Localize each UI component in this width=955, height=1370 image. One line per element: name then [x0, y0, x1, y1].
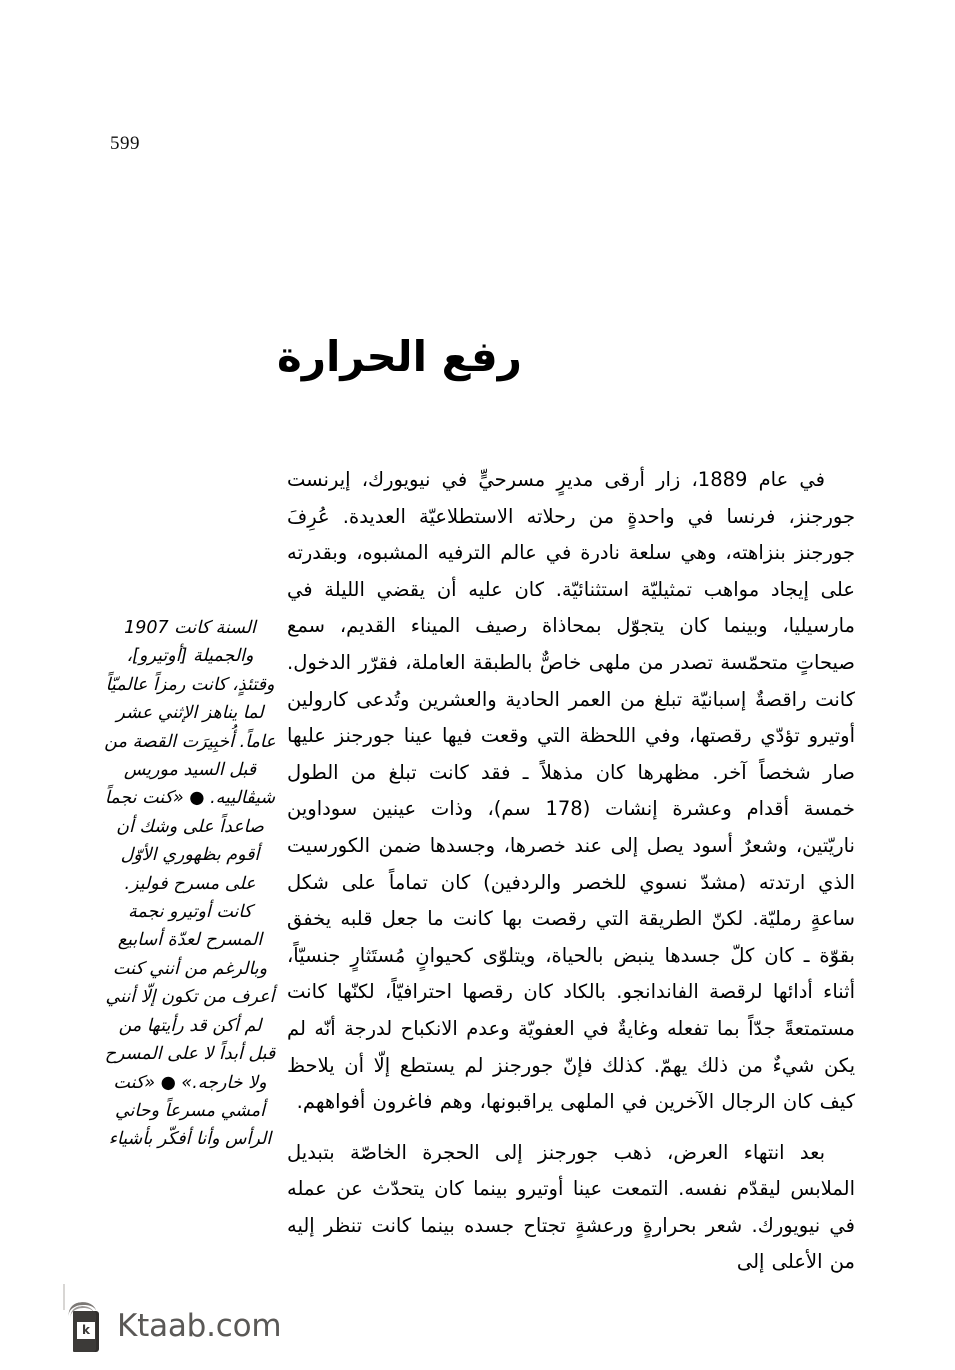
page-number: 599 [110, 133, 140, 154]
chapter-title [0, 332, 843, 382]
margin-note-text: السنة كانت 1907 والجميلة [أوتيرو]، وقتئذٍ، كانت رمزاً عالميّاً لما يناهز الإثني عشر عاماً. أُخبِيرَت القصة من قبل السيد موريس شيڤالييه. ● «كنت نجماً صاعداً على وشك أن أقوم بظهوري الأوّل على مسرح فوليز. كانت أوتيرو نجمة المسرح لعدّة أسابيع وبالرغم من أنني كنت أعرف من تكون إلّا أنني لم أكن قد رأيتها من قبل أبداً لا على المسرح ولا خارجه.» ● «كنت أمشي مسرعاً وحاني الرأس وأنا أفكّر بأشياء [104, 618, 276, 1150]
book-icon [62, 1300, 106, 1352]
margin-note-column [104, 614, 276, 1154]
book-monogram: k [77, 1322, 95, 1339]
body-paragraph: في عام 1889، زار أرقى مديرٍ مسرحيٍّ في نيويورك، إيرنست جورجنز، فرنسا في واحدةٍ من رحلاته الاستطلاعيّة العديدة. عُرِفَ جورجنز بنزاهته، وهي سلعة نادرة في عالم الترفيه المشبوه، وبقدرته على إيجاد مواهب تمثيليّة استثنائيّة. كان عليه أن يقضي الليلة في مارسيليا، وبينما كان يتجوّل بمحاذاة رصيف الميناء القديم، سمع صيحاتٍ متحمّسة تصدر من ملهى خاصٌّ بالطبقة العاملة، فقرّر الدخول. كانت راقصةٌ إسبانيّة تبلغ من العمر الحادية والعشرين وتُدعى كارولين أوتيرو تؤدّي رقصتها، وفي اللحظة التي وقعت فيها عينا جورجنز عليها صار شخصاً آخر. مظهرها كان مذهلاً ـ فقد كانت تبلغ من الطول خمسة أقدام وعشرة إنشات (178 سم)، وذات عينين سوداوين ناريّتين، وشعرٌ أسود يصل إلى عند خصرها، وجسدها ضمن الكورسيت الذي ارتدته (مشدّ نسوي للخصر والردفين) كان تماماً على شكل ساعةٍ رمليّة. لكنّ الطريقة التي رقصت بها كانت ما جعل قلبه يخفق بقوّة ـ كان كلّ جسدها ينبض بالحياة، ويتلوّى كحيوانٍ مُستَثارٍ جنسيّاً، أثناء أدائها لرقصة الفاندانجو. بالكاد كان رقصها احترافيّاً، لكنّها كانت مستمتعةً جدّاً بما تفعله وغايةٌ في العفويّة وعدم الانكباح لدرجة أنّه لم يكن شيءٌ من ذلك يهمّ. كذلك فإنّ جورجنز لم يستطع إلّا أن يلاحظ كيف كان الرجال الآخرين في الملهى يراقبونها، وهم فاغرون أفواههم. [287, 468, 855, 1114]
watermark-label: Ktaab.com [117, 1308, 282, 1344]
body-text-column [287, 462, 855, 1281]
body-paragraph: بعد انتهاء العرض، ذهب جورجنز إلى الحجرة الخاصّة بتبديل الملابس ليقدّم نفسه. التمعت عينا أوتيرو بينما كان يتحدّث عن عمله في نيويورك. شعر بحرارةٍ ورعشةٍ تجتاح جسده بينما كانت تنظر إليه من الأعلى إلى [287, 1140, 855, 1274]
site-watermark [62, 1300, 281, 1352]
chapter-title-text: رفع الحرارة [277, 332, 522, 381]
